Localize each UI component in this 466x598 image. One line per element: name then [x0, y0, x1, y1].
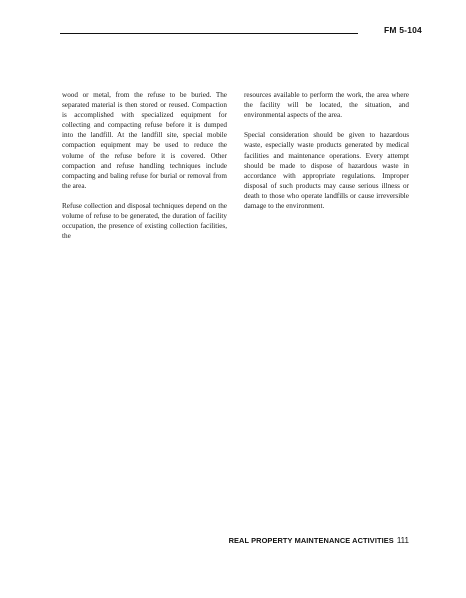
right-column — [244, 90, 409, 221]
header-rule — [60, 33, 358, 34]
page-footer — [229, 536, 409, 545]
left-column — [62, 90, 227, 252]
paragraph: Refuse collection and disposal techniques depend on the volume of refuse to be generated, the duration of facility occupation, the presence of existing collection facilities, the — [62, 202, 227, 241]
chapter-title: REAL PROPERTY MAINTENANCE ACTIVITIES — [228, 536, 394, 545]
document-id: FM 5-104 — [384, 25, 422, 35]
paragraph: Special consideration should be given to hazardous waste, especially waste products generated by medical facilities and maintenance operations. Every attempt should be made to dispose of hazardous waste in accordance with appropriate regulations. Improper disposal of such products may cause serious illness or death to those who operate landfills or cause irreversible damage to the environment. — [244, 131, 409, 211]
page-number: 111 — [396, 536, 409, 545]
paragraph: wood or metal, from the refuse to be buried. The separated material is then stored or reused. Compaction is accomplished with specialized equipment for collecting and compacting refuse before it is dumped into the landfill. At the landfill site, special mobile compaction equipment may be used to reduce the volume of the refuse before it is covered. Other compaction and refuse handling techniques include compacting and baling refuse for burial or removal from the area. — [62, 91, 227, 190]
paragraph: resources available to perform the work, the area where the facility will be located, the situation, and environmental aspects of the area. — [244, 91, 409, 120]
